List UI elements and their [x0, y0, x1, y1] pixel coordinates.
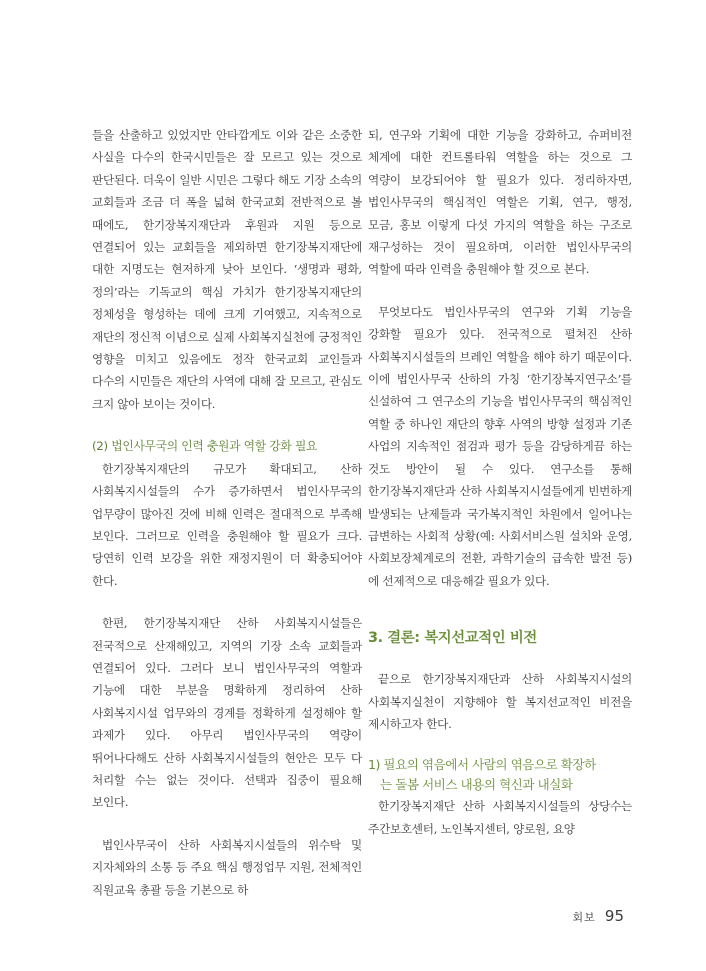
page-footer	[573, 906, 624, 925]
body-paragraph: 무엇보다도 법인사무국의 연구와 기획 기능을 강화할 필요가 있다. 전국적으로 펼쳐진 산하 사회복지시설들의 브레인 역할을 해야 하기 때문이다. 이에 법인사무국 산하의 가칭 ‘한기장복지연구소’를 신설하여 그 연구소의 기능을 법인사무국의 핵심적인 역할 중 하나인 재단의 향후 사역의 방향 설정과 기존 사업의 지속적인 점검과 평가 등을 감당하게끔 하는 것도 방안이 될 수 있다. 연구소를 통해 한기장복지재단과 산하 사회복지시설들에게 빈번하게 발생되는 난제들과 국가복지적인 차원에서 일어나는 급변하는 사회적 상황(예: 사회서비스원 설치와 운영, 사회보장체계로의 전환, 과학기술의 급속한 발전 등)에 선제적으로 대응해갈 필요가 있다.	[368, 304, 632, 588]
subsection-heading-line1: 1) 필요의 엮음에서 사람의 엮음으로 확장하	[368, 757, 596, 773]
page-number: 95	[604, 907, 624, 925]
section-title: 3. 결론: 복지선교적인 비전	[368, 630, 537, 647]
magazine-name: 회보	[572, 911, 596, 924]
body-paragraph: 한기장복지재단의 규모가 확대되고, 산하 사회복지시설들의 수가 증가하면서 법인사무국의 업무량이 많아진 것에 비해 인력은 절대적으로 부족해 보인다. 그러므로 인력을 충원해야 할 필요가 크다. 당연히 인력 보강을 위한 재정지원이 더 확충되어야 한다.	[92, 461, 362, 588]
subsection-heading-line2: 는 돌봄 서비스 내용의 혁신과 내실화	[380, 777, 573, 793]
body-paragraph: 들을 산출하고 있었지만 안타깝게도 이와 같은 소중한 사실을 다수의 한국시민들은 잘 모르고 있는 것으로 판단된다. 더욱이 일반 시민은 그렇다 해도 기장 소속의 교회들과 조금 더 폭을 넓혀 한국교회 전반적으로 볼 때에도, 한기장복지재단과 후원과 지원 등으로 연결되어 있는 교회들을 제외하면 한기장복지재단에 대한 지명도는 현저하게 낮아 보인다. ‘생명과 평화, 정의’라는 기독교의 핵심 가치가 한기장복지재단의 정체성을 형성하는 데에 크게 기여했고, 지속적으로 재단의 정신적 이념으로 실제 사회복지실천에 긍정적인 영향을 미치고 있음에도 정작 한국교회 교인들과 다수의 시민들은 재단의 사역에 대해 잘 모르고, 관심도 크지 않아 보이는 것이다.	[92, 128, 362, 411]
body-paragraph: 끝으로 한기장복지재단과 산하 사회복지시설의 사회복지실천이 지향해야 할 복지선교적인 비전을 제시하고자 한다.	[368, 672, 632, 731]
subsection-heading	[368, 755, 632, 795]
right-column	[368, 124, 632, 840]
left-column	[92, 124, 362, 901]
subsection-heading: (2) 법인사무국의 인력 충원과 역할 강화 필요	[92, 439, 318, 454]
body-paragraph: 법인사무국이 산하 사회복지시설들의 위수탁 및 지자체와의 소통 등 주요 핵심 행정업무 지원, 전체적인 직원교육 총괄 등을 기본으로 하	[92, 837, 362, 897]
body-paragraph: 한기장복지재단 산하 사회복지시설들의 상당수는 주간보호센터, 노인복지센터, 양로원, 요양	[368, 799, 632, 836]
body-paragraph: 되, 연구와 기획에 대한 기능을 강화하고, 슈퍼비전 체계에 대한 컨트롤타워 역할을 하는 것으로 그 역량이 보강되어야 할 필요가 있다. 정리하자면, 법인사무국의 핵심적인 역할은 기획, 연구, 행정, 모금, 홍보 이렇게 다섯 가지의 역할을 하는 구조로 재구성하는 것이 필요하며, 이러한 법인사무국의 역할에 따라 인력을 충원해야 할 것으로 본다.	[368, 128, 632, 277]
body-paragraph: 한편, 한기장복지재단 산하 사회복지시설들은 전국적으로 산재해있고, 지역의 기장 소속 교회들과 연결되어 있다. 그러다 보니 법인사무국의 역할과 기능에 대한 부분을 명확하게 정리하여 산하 사회복지시설 업무와의 경계를 정확하게 설정해야 할 과제가 있다. 아무리 법인사무국의 역량이 뛰어나다해도 산하 사회복지시설들의 현안은 모두 다 처리할 수는 없는 것이다. 선택과 집중이 필요해 보인다.	[92, 616, 362, 810]
